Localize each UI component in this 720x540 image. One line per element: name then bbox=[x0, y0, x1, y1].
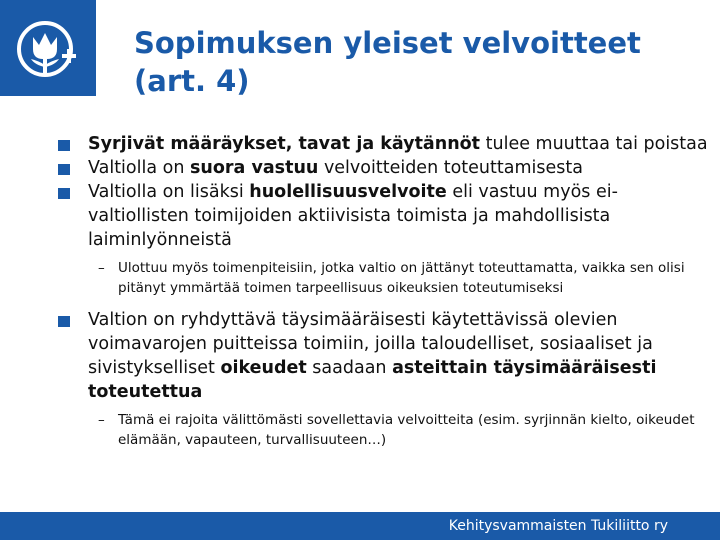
sub-bullet-text: Ulottuu myös toimenpiteisiin, jotka valtio on jättänyt toteuttamatta, vaikka sen olisi pitänyt ymmärtää toimen tarpeellisuus oikeuksien toteutumiseksi bbox=[118, 260, 685, 296]
sub-bullet-dash: – bbox=[98, 412, 105, 428]
bullet-text: saadaan bbox=[306, 358, 393, 378]
bullet-list bbox=[58, 132, 708, 450]
logo bbox=[0, 0, 96, 96]
square-bullet-icon bbox=[58, 140, 70, 151]
bullet-bold-text: asteittain täysimääräisesti toteutettua bbox=[88, 358, 657, 402]
bullet-text: eli vastuu myös ei-valtiollisten toimijoiden aktiivisista toimista ja mahdollisista laiminlyönneistä bbox=[88, 182, 618, 250]
sub-bullet-item bbox=[58, 410, 708, 450]
bullet-bold-text: oikeudet bbox=[220, 358, 307, 378]
footer-organization: Kehitysvammaisten Tukiliitto ry bbox=[448, 518, 668, 534]
bullet-text: Valtiolla on bbox=[88, 158, 191, 178]
bullet-bold-text: suora vastuu bbox=[190, 158, 319, 178]
bullet-text: Valtion on ryhdyttävä täysimääräisesti käytettävissä olevien voimavarojen puitteissa toimiin, joilla taloudelliset, sosiaaliset ja sivistykselliset bbox=[88, 310, 653, 378]
square-bullet-icon bbox=[58, 188, 70, 199]
bullet-item bbox=[58, 156, 708, 180]
bullet-text: Valtiolla on lisäksi bbox=[88, 182, 250, 202]
sub-bullet-text: Tämä ei rajoita välittömästi sovellettavia velvoitteita (esim. syrjinnän kielto, oikeudet elämään, vapauteen, turvallisuuteen…) bbox=[118, 412, 695, 448]
slide-title bbox=[134, 24, 704, 100]
slide-title-line2: (art. 4) bbox=[134, 64, 250, 98]
square-bullet-icon bbox=[58, 164, 70, 175]
bullet-bold-text: Syrjivät määräykset, tavat ja käytännöt bbox=[88, 134, 481, 154]
square-bullet-icon bbox=[58, 316, 70, 327]
bullet-item bbox=[58, 180, 708, 252]
bullet-text: velvoitteiden toteuttamisesta bbox=[318, 158, 583, 178]
sub-bullet-item bbox=[58, 258, 708, 298]
bullet-bold-text: huolellisuusvelvoite bbox=[249, 182, 447, 202]
tulip-plus-logo-icon bbox=[9, 9, 87, 87]
slide-title-line1: Sopimuksen yleiset velvoitteet bbox=[134, 26, 641, 60]
bullet-text: tulee muuttaa tai poistaa bbox=[480, 134, 708, 154]
footer-bar bbox=[0, 512, 720, 540]
bullet-item bbox=[58, 132, 708, 156]
bullet-item bbox=[58, 308, 708, 404]
sub-bullet-dash: – bbox=[98, 260, 105, 276]
